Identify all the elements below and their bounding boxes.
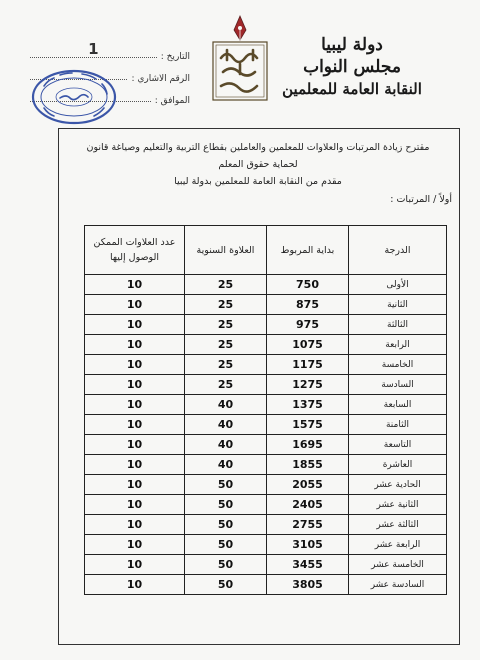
salary-table — [84, 225, 447, 595]
approval-label: الموافق : — [154, 96, 190, 106]
annual-increment-cell: 40 — [185, 455, 267, 475]
table-row — [85, 295, 447, 315]
annual-increment-cell: 25 — [185, 355, 267, 375]
table-row — [85, 435, 447, 455]
start-salary-cell: 975 — [267, 315, 349, 335]
increment-count-cell: 10 — [85, 495, 185, 515]
grade-cell: السادسة عشر — [349, 575, 447, 595]
annual-increment-cell: 25 — [185, 295, 267, 315]
increment-count-cell: 10 — [85, 295, 185, 315]
intro-line-3: مقدم من النقابة العامة للمعلمين بدولة ليبيا — [174, 176, 342, 187]
increment-count-cell: 10 — [85, 275, 185, 295]
table-body — [85, 275, 447, 595]
increment-count-cell: 10 — [85, 575, 185, 595]
union-logo — [205, 14, 275, 104]
annual-increment-cell: 25 — [185, 375, 267, 395]
grade-cell: الخامسة عشر — [349, 555, 447, 575]
annual-increment-cell: 50 — [185, 475, 267, 495]
start-salary-cell: 3805 — [267, 575, 349, 595]
country-name: دولة ليبيا — [321, 35, 383, 55]
grade-cell: الحادية عشر — [349, 475, 447, 495]
start-salary-cell: 1575 — [267, 415, 349, 435]
start-salary-cell: 2055 — [267, 475, 349, 495]
grade-cell: الثانية عشر — [349, 495, 447, 515]
start-salary-cell: 1855 — [267, 455, 349, 475]
annual-increment-cell: 25 — [185, 275, 267, 295]
annual-increment-cell: 50 — [185, 495, 267, 515]
table-row — [85, 415, 447, 435]
annual-increment-cell: 50 — [185, 555, 267, 575]
start-salary-cell: 2755 — [267, 515, 349, 535]
header-annual-increment: العلاوة السنوية — [185, 226, 267, 275]
table-row — [85, 455, 447, 475]
official-stamp — [30, 68, 118, 126]
table-row — [85, 475, 447, 495]
grade-cell: الأولى — [349, 275, 447, 295]
increment-count-cell: 10 — [85, 475, 185, 495]
grade-cell: الثالثة عشر — [349, 515, 447, 535]
increment-count-cell: 10 — [85, 315, 185, 335]
annual-increment-cell: 50 — [185, 535, 267, 555]
proposal-intro — [68, 139, 448, 190]
table-row — [85, 335, 447, 355]
table-row — [85, 315, 447, 335]
grade-cell: الرابعة عشر — [349, 535, 447, 555]
annual-increment-cell: 50 — [185, 575, 267, 595]
grade-cell: الثالثة — [349, 315, 447, 335]
annual-increment-cell: 25 — [185, 335, 267, 355]
start-salary-cell: 3455 — [267, 555, 349, 575]
grade-cell: السادسة — [349, 375, 447, 395]
grade-cell: الثامنة — [349, 415, 447, 435]
increment-count-cell: 10 — [85, 375, 185, 395]
table-row — [85, 555, 447, 575]
increment-count-cell: 10 — [85, 435, 185, 455]
table-row — [85, 575, 447, 595]
letterhead — [252, 34, 452, 100]
table-row — [85, 275, 447, 295]
reference-label: الرقم الاشاري : — [131, 74, 190, 84]
increment-count-cell: 10 — [85, 355, 185, 375]
increment-count-cell: 10 — [85, 535, 185, 555]
start-salary-cell: 2405 — [267, 495, 349, 515]
grade-cell: الخامسة — [349, 355, 447, 375]
date-label: التاريخ : — [160, 52, 190, 62]
start-salary-cell: 3105 — [267, 535, 349, 555]
start-salary-cell: 750 — [267, 275, 349, 295]
section-title: أولاً / المرتبات : — [390, 194, 452, 205]
annual-increment-cell: 50 — [185, 515, 267, 535]
increment-count-cell: 10 — [85, 555, 185, 575]
table-row — [85, 515, 447, 535]
table-row — [85, 395, 447, 415]
increment-count-cell: 10 — [85, 515, 185, 535]
grade-cell: الثانية — [349, 295, 447, 315]
annual-increment-cell: 40 — [185, 395, 267, 415]
increment-count-cell: 10 — [85, 335, 185, 355]
pen-nib-icon — [234, 16, 246, 40]
table-row — [85, 375, 447, 395]
start-salary-cell: 875 — [267, 295, 349, 315]
start-salary-cell: 1175 — [267, 355, 349, 375]
date-value: 1 — [30, 41, 157, 58]
grade-cell: الرابعة — [349, 335, 447, 355]
increment-count-cell: 10 — [85, 455, 185, 475]
annual-increment-cell: 25 — [185, 315, 267, 335]
header-grade: الدرجة — [349, 226, 447, 275]
date-row — [30, 40, 190, 62]
grade-cell: العاشرة — [349, 455, 447, 475]
header-start-salary: بداية المربوط — [267, 226, 349, 275]
table-row — [85, 355, 447, 375]
table-header-row — [85, 226, 447, 275]
parliament-name: مجلس النواب — [303, 57, 401, 77]
start-salary-cell: 1275 — [267, 375, 349, 395]
table-row — [85, 535, 447, 555]
intro-line-1: مقترح زيادة المرتبات والعلاوات للمعلمين والعاملين بقطاع التربية والتعليم وصياغة قانون — [86, 142, 430, 153]
grade-cell: السابعة — [349, 395, 447, 415]
table-row — [85, 495, 447, 515]
header-increment-count: عدد العلاوات الممكن الوصول إليها — [85, 226, 185, 275]
annual-increment-cell: 40 — [185, 415, 267, 435]
increment-count-cell: 10 — [85, 415, 185, 435]
annual-increment-cell: 40 — [185, 435, 267, 455]
increment-count-cell: 10 — [85, 395, 185, 415]
intro-line-2: لحماية حقوق المعلم — [218, 159, 298, 170]
grade-cell: التاسعة — [349, 435, 447, 455]
union-name: النقابة العامة للمعلمين — [282, 80, 422, 98]
start-salary-cell: 1075 — [267, 335, 349, 355]
start-salary-cell: 1695 — [267, 435, 349, 455]
start-salary-cell: 1375 — [267, 395, 349, 415]
